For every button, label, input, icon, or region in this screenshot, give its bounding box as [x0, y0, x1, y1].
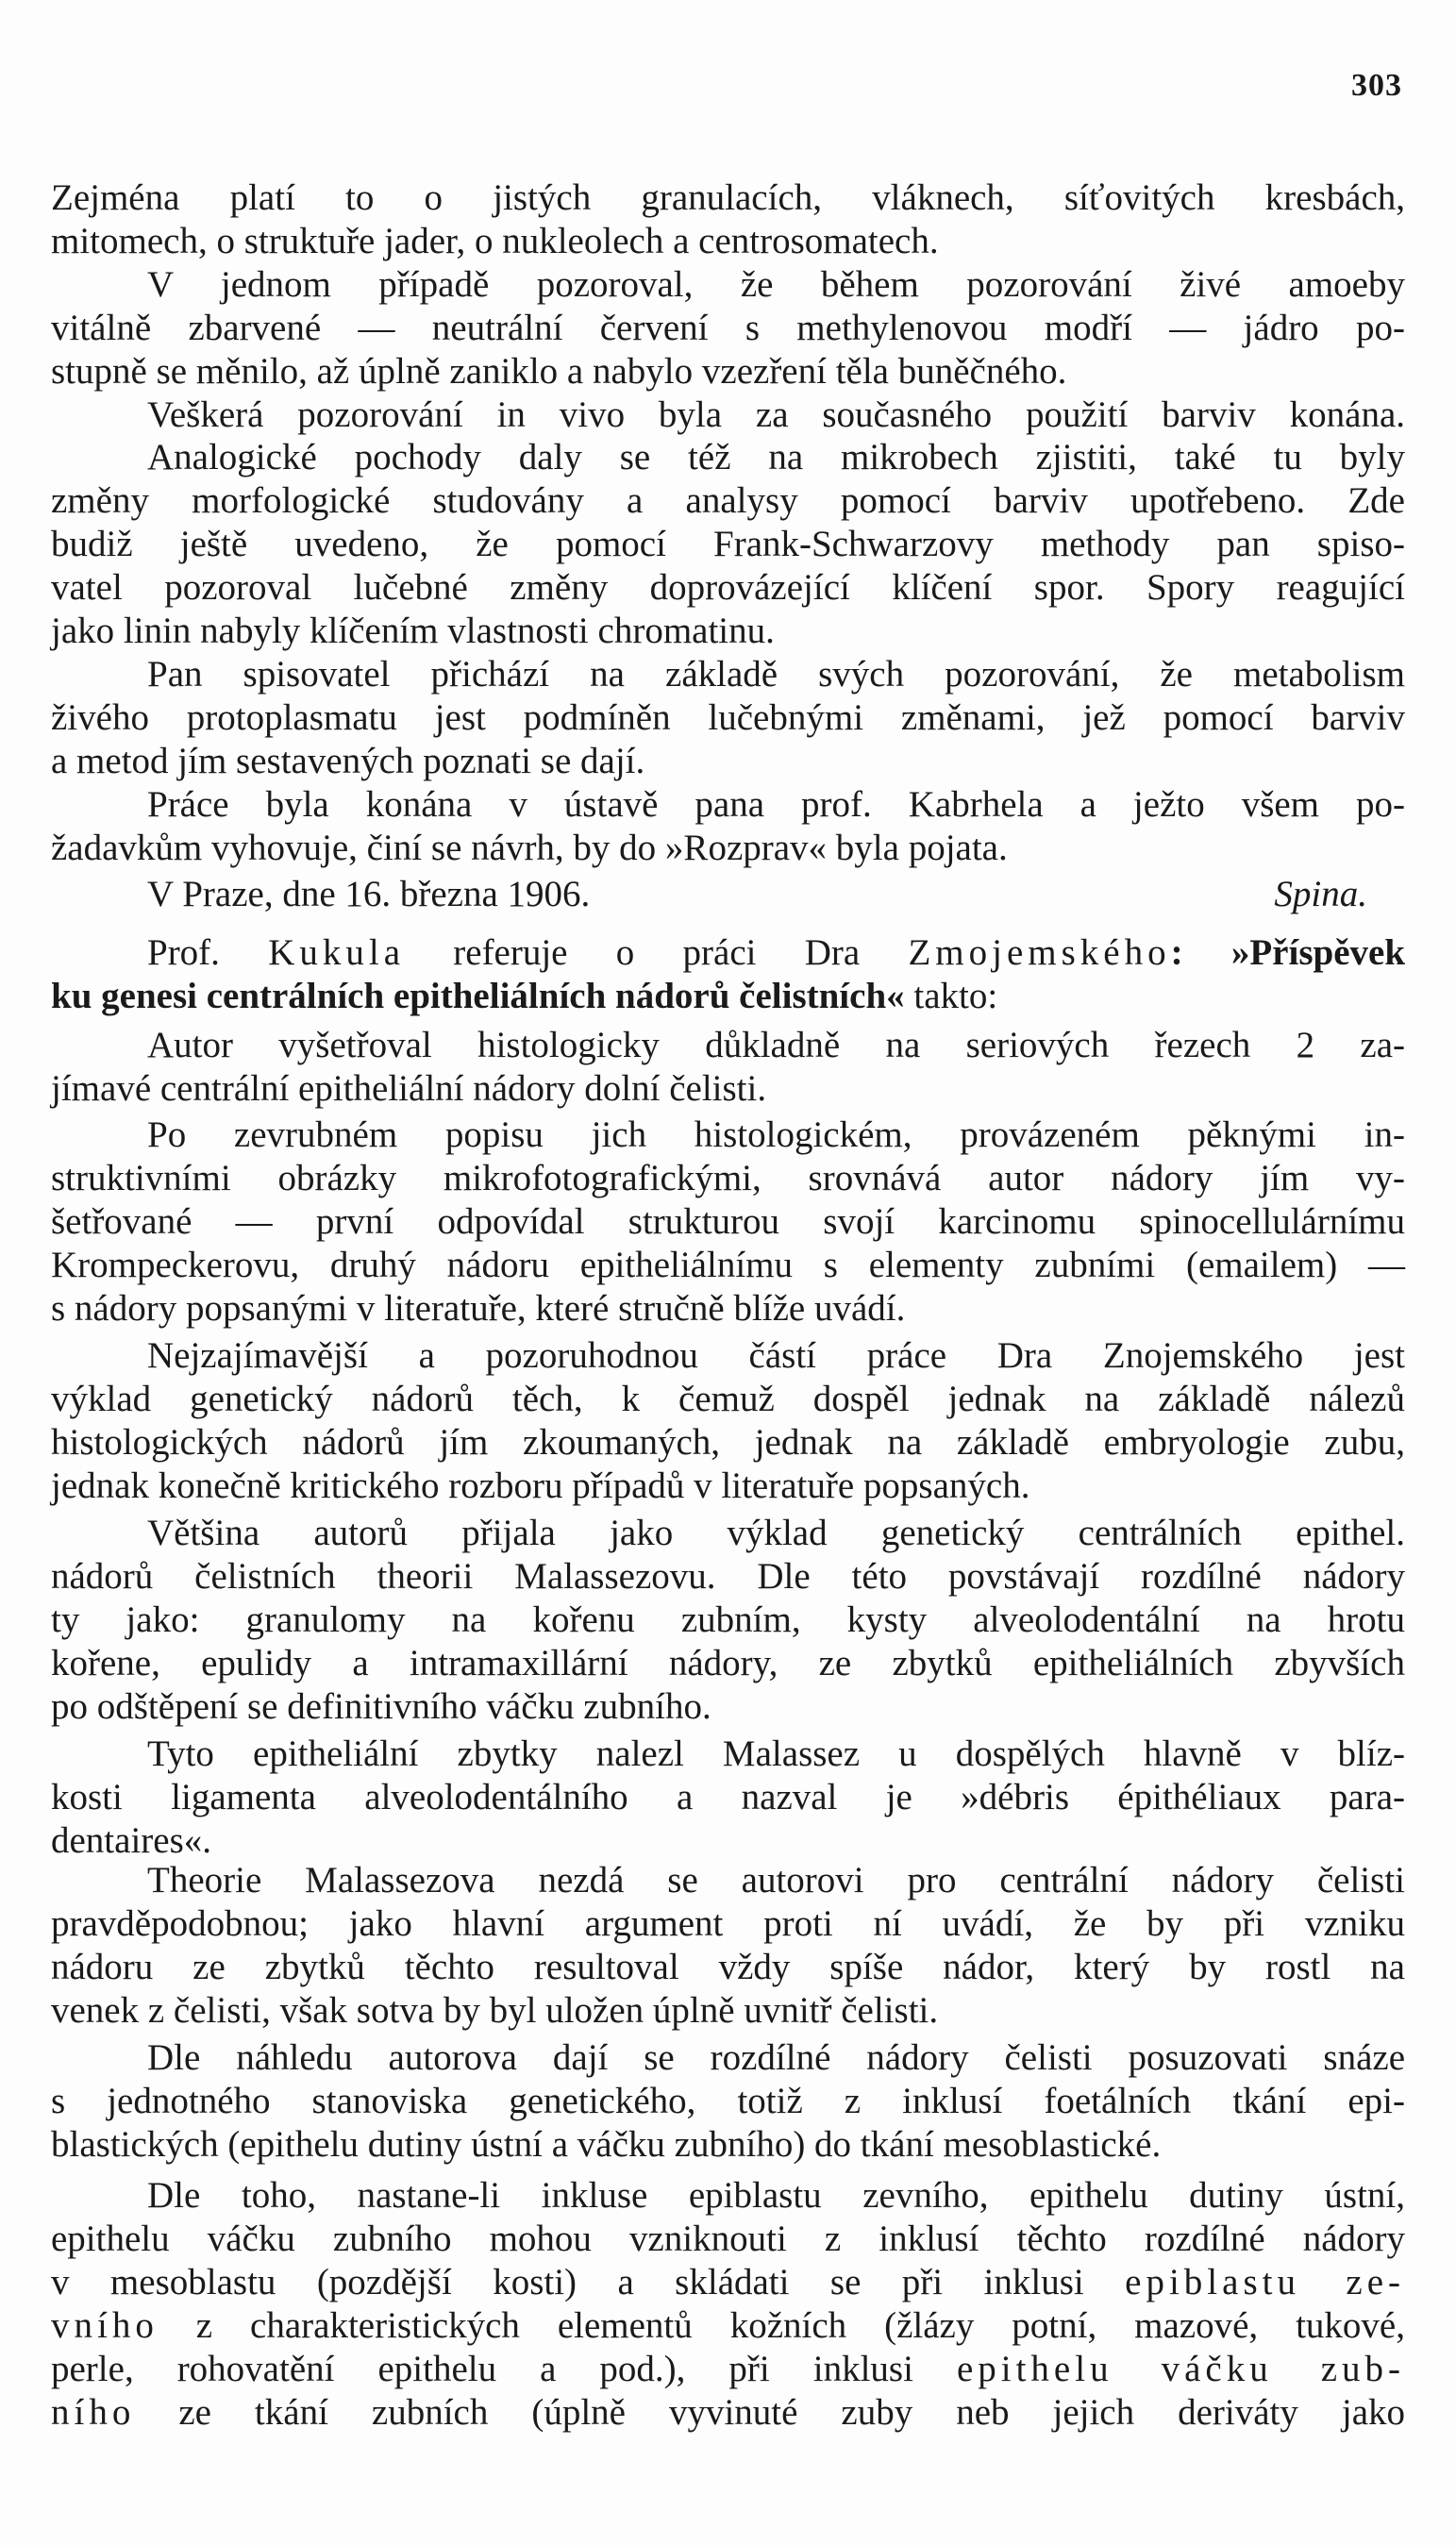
text-line: Dle náhledu autorova dají se rozdílné nádory čelisti posuzovati snáze: [147, 2037, 1405, 2078]
text-line: Analogické pochody daly se též na mikrobech zjistiti, také tu byly: [147, 437, 1405, 477]
text-line: ního ze tkání zubních (úplně vyvinuté zuby neb jejich deriváty jako: [51, 2392, 1406, 2433]
text-line: Krompeckerovu, druhý nádoru epitheliálnímu s elementy zubními (emailem) —: [51, 1245, 1405, 1285]
text-line: s jednotného stanoviska genetického, totiž z inklusí foetálních tkání epi-: [51, 2081, 1405, 2121]
text-line: Zejména platí to o jistých granulacích, vláknech, síťovitých kresbách,: [51, 177, 1405, 218]
text-line: kosti ligamenta alveolodentálního a nazval je »débris épithéliaux para-: [51, 1777, 1405, 1817]
text-line: vního z charakteristických elementů kožních (žlázy potní, mazové, tukové,: [51, 2305, 1405, 2346]
text-line: histologických nádorů jím zkoumaných, jednak na základě embryologie zubu,: [51, 1422, 1405, 1463]
text-line: Pan spisovatel přichází na základě svých pozorování, že metabolism: [147, 654, 1405, 695]
text-line: Práce byla konána v ústavě pana prof. Kabrhela a ježto všem po-: [147, 784, 1405, 825]
place-date: V Praze, dne 16. března 1906.: [147, 874, 591, 914]
text-line: výklad genetický nádorů těch, k čemuž dospěl jednak na základě nálezů: [51, 1379, 1405, 1419]
text-line: Po zevrubném popisu jich histologickém, provázeném pěknými in-: [147, 1114, 1405, 1155]
text-line: perle, rohovatění epithelu a pod.), při inklusi epithelu váčku zub-: [51, 2349, 1406, 2389]
text-line: v mesoblastu (pozdější kosti) a skládati se při inklusi epiblastu ze-: [51, 2262, 1405, 2302]
text-line: a metod jím sestavených poznati se dají.: [51, 741, 645, 781]
author-name: Zmojemského: [908, 932, 1171, 973]
text-line: struktivními obrázky mikrofotografickými, srovnává autor nádory jím vy-: [51, 1158, 1405, 1198]
text-line: epithelu váčku zubního mohou vzniknouti z inklusí těchto rozdílné nádory: [51, 2219, 1405, 2259]
text-line: blastických (epithelu dutiny ústní a váčku zubního) do tkání mesoblastické.: [51, 2124, 1162, 2165]
text-line: jako linin nabyly klíčením vlastnosti chromatinu.: [51, 611, 775, 651]
spaced-term: vního: [51, 2305, 159, 2346]
paper-title-cont: ku genesi centrálních epitheliálních nádorů čelistních«: [51, 976, 905, 1016]
text-line: ty jako: granulomy na kořenu zubním, kysty alveolodentální na hrotu: [51, 1599, 1405, 1640]
text-line: Většina autorů přijala jako výklad genetický centrálních epithel.: [147, 1513, 1405, 1553]
paper-title: : »Příspěvek: [1170, 932, 1406, 973]
text-line: žadavkům vyhovuje, činí se návrh, by do »Rozprav« byla pojata.: [51, 828, 1008, 868]
text-line: šetřované — první odpovídal strukturou svojí karcinomu spinocellulárnímu: [51, 1201, 1405, 1242]
text-line: dentaires«.: [51, 1820, 212, 1861]
text-line: vatel pozoroval lučebné změny doprovázející klíčení spor. Spory reagující: [51, 567, 1405, 608]
page-number: 303: [1351, 68, 1402, 103]
spaced-term: epiblastu ze-: [1125, 2262, 1405, 2302]
spaced-term: epithelu váčku zub-: [956, 2349, 1406, 2389]
text-line: Tyto epitheliální zbytky nalezl Malassez u dospělých hlavně v blíz-: [147, 1733, 1405, 1774]
text-line: Dle toho, nastane-li inkluse epiblastu zevního, epithelu dutiny ústní,: [147, 2175, 1405, 2216]
signoff-line: [147, 873, 1405, 916]
text-line: živého protoplasmatu jest podmíněn lučebnými změnami, jež pomocí barviv: [51, 697, 1405, 738]
report-heading: Prof. Kukula referuje o práci Dra Zmojemského: »Příspěvek: [147, 932, 1406, 973]
text-line: pravděpodobnou; jako hlavní argument proti ní uvádí, že by při vzniku: [51, 1903, 1405, 1944]
signature: Spina.: [1274, 874, 1367, 914]
text-line: Theorie Malassezova nezdá se autorovi pro centrální nádory čelisti: [147, 1860, 1405, 1900]
text-line: budiž ještě uvedeno, že pomocí Frank-Schwarzovy methody pan spiso-: [51, 524, 1405, 564]
text-line: jímavé centrální epitheliální nádory dolní čelisti.: [51, 1068, 767, 1109]
report-heading-cont: ku genesi centrálních epitheliálních nádorů čelistních« takto:: [51, 976, 998, 1016]
text-line: změny morfologické studovány a analysy pomocí barviv upotřebeno. Zde: [51, 480, 1405, 521]
text-line: venek z čelisti, však sotva by byl uložen úplně uvnitř čelisti.: [51, 1990, 939, 2031]
referee-name: Kukula: [268, 932, 405, 973]
text-line: s nádory popsanými v literatuře, které stručně blíže uvádí.: [51, 1288, 906, 1329]
text-line: V jednom případě pozoroval, že během pozorování živé amoeby: [147, 264, 1405, 305]
text-line: nádoru ze zbytků těchto resultoval vždy spíše nádor, který by rostl na: [51, 1947, 1405, 1987]
text-line: jednak konečně kritického rozboru případů v literatuře popsaných.: [51, 1465, 1030, 1506]
text-line: po odštěpení se definitivního váčku zubního.: [51, 1686, 711, 1727]
spaced-term: ního: [51, 2392, 136, 2433]
text-line: Autor vyšetřoval histologicky důkladně na seriových řezech 2 za-: [147, 1025, 1405, 1065]
text-line: nádorů čelistních theorii Malassezovu. Dle této povstávají rozdílné nádory: [51, 1556, 1405, 1597]
text-line: Nejzajímavější a pozoruhodnou částí práce Dra Znojemského jest: [147, 1335, 1405, 1376]
text-line: kořene, epulidy a intramaxillární nádory, ze zbytků epitheliálních zbyvších: [51, 1643, 1405, 1683]
text-line: stupně se měnilo, až úplně zaniklo a nabylo vzezření těla buněčného.: [51, 351, 1067, 392]
text-line: vitálně zbarvené — neutrální červení s methylenovou modří — jádro po-: [51, 308, 1405, 348]
text-line: mitomech, o struktuře jader, o nukleolech a centrosomatech.: [51, 221, 939, 261]
text-line: Veškerá pozorování in vivo byla za současného použití barviv konána.: [147, 394, 1405, 435]
